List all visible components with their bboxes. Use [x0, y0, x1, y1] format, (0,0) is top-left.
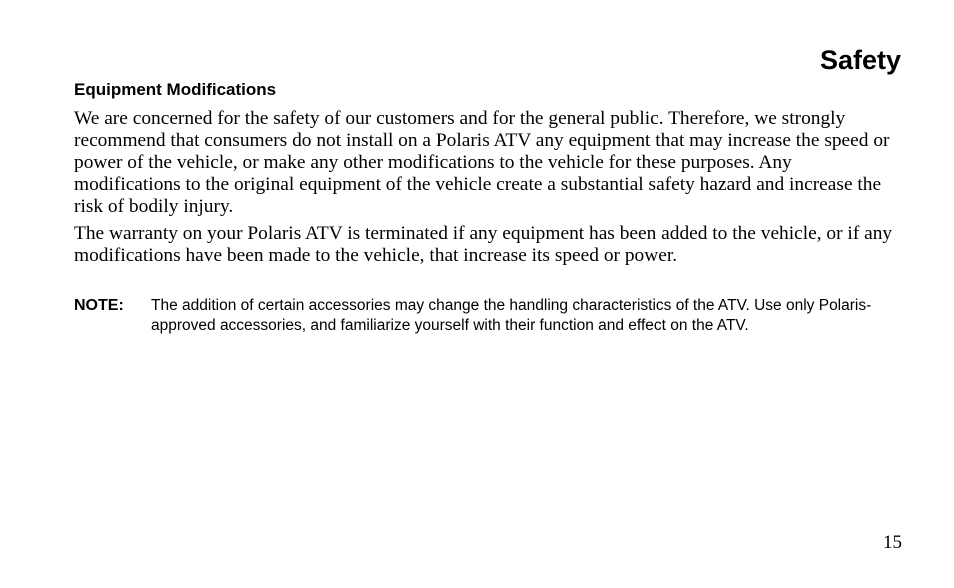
note-text: The addition of certain accessories may change the handling characteristics of the ATV. Use only Polaris-approved accessories, and familiarize yourself with their function and effect on the ATV.: [151, 297, 872, 334]
subheading-equipment-modifications: Equipment Modifications: [74, 80, 277, 99]
page-number: 15: [883, 532, 902, 553]
section-title: Safety: [819, 45, 901, 75]
paragraph-safety-concern: We are concerned for the safety of our customers and for the general public. Therefore, we strongly recommend that consumers do not install on a Polaris ATV any equipment that may increase the speed or power of the vehicle, or make any other modifications to the vehicle for these purposes. Any modifications to the original equipment of the vehicle create a substantial safety hazard and increase the risk of bodily injury.: [74, 108, 890, 217]
paragraph-warranty: The warranty on your Polaris ATV is terminated if any equipment has been added to the vehicle, or if any modifications have been made to the vehicle, that increase its speed or power.: [74, 223, 893, 266]
note-block: [74, 296, 902, 336]
note-label: NOTE:: [74, 297, 124, 314]
